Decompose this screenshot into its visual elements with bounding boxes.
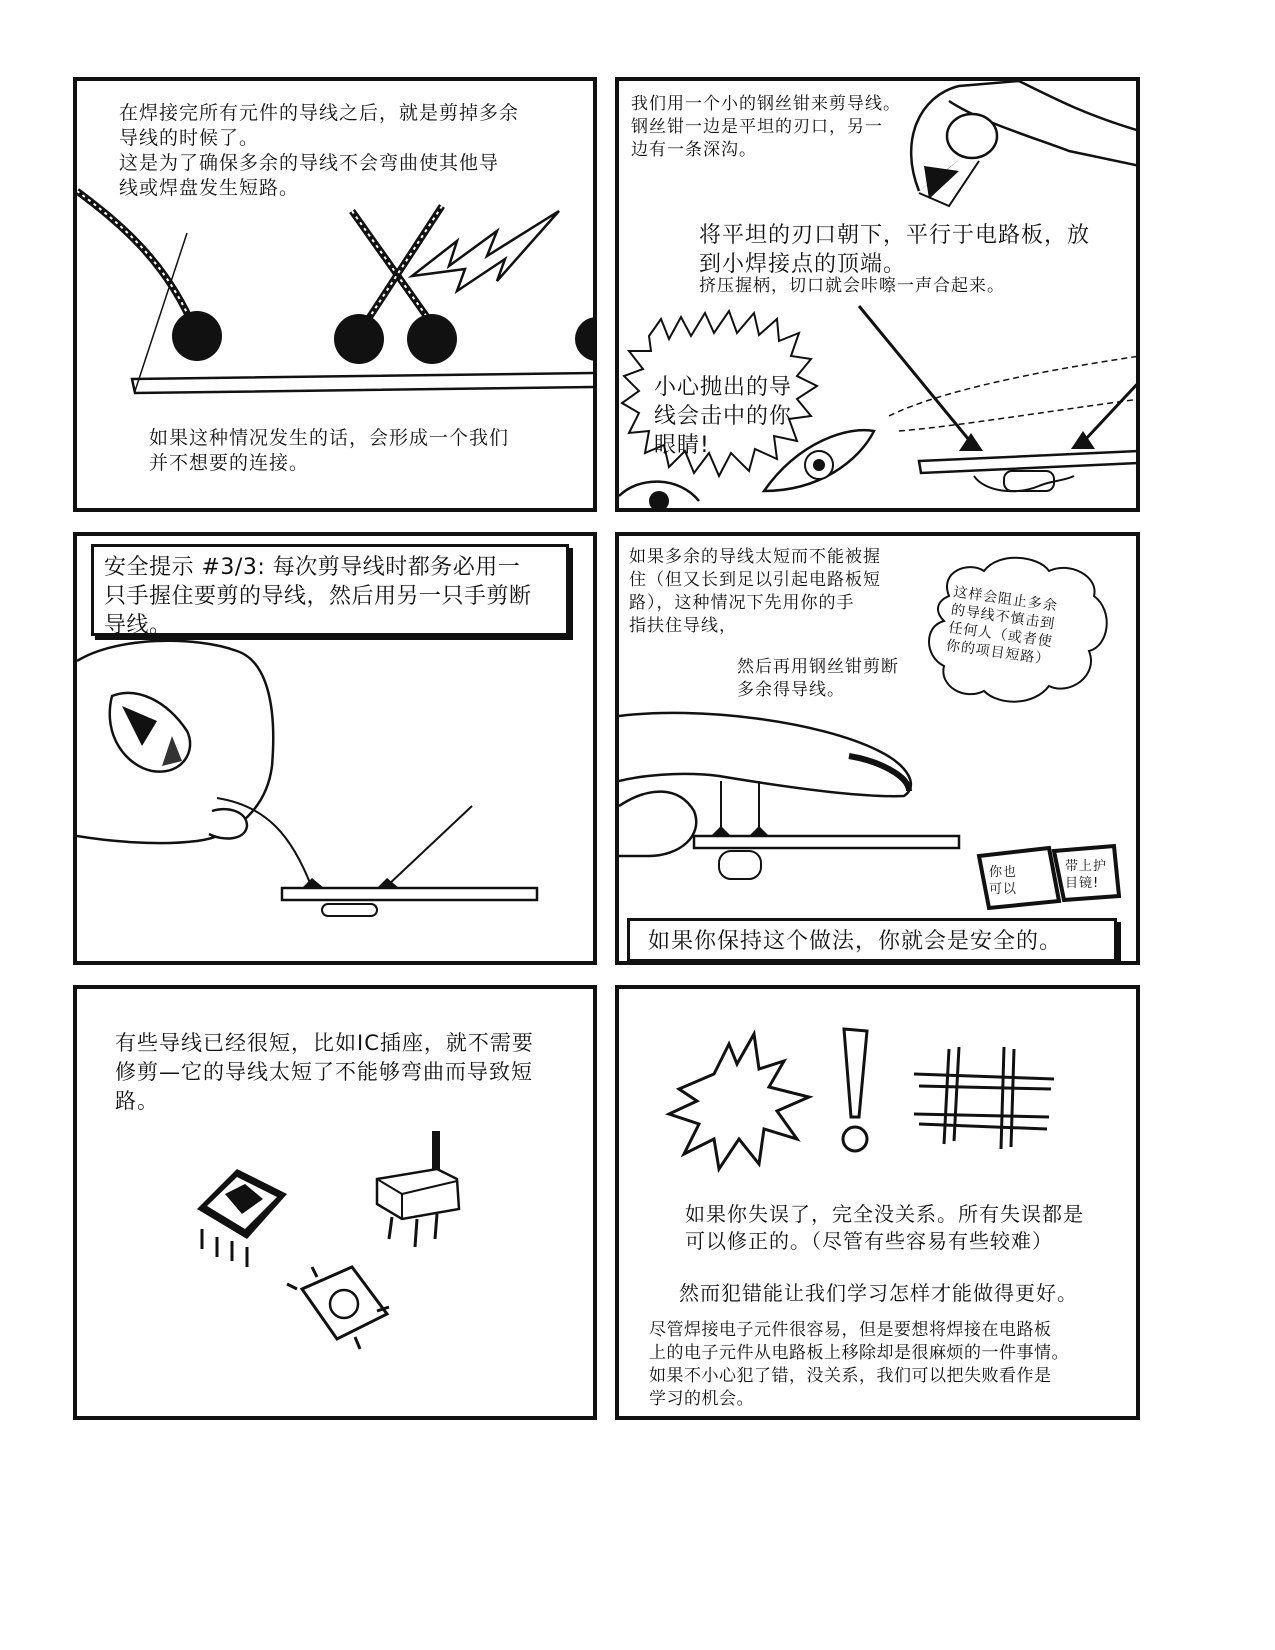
panel-3 <box>73 532 597 965</box>
panel-4-goggles-left-text: 你也 可以 <box>989 865 1018 897</box>
panel-1-bottom-text: 如果这种情况发生的话，会形成一个我们 并不想要的连接。 <box>149 427 510 474</box>
panel-5 <box>73 985 597 1420</box>
panel-3-safety-caption <box>91 544 569 636</box>
panel-4 <box>615 532 1140 965</box>
push-button-icon <box>287 1267 389 1349</box>
panel-4-cloud-bubble: 这样会阻止多余 的导线不慎击到 任何人（或者使 你的项目短路） <box>944 584 1059 669</box>
panel-4-caption-text: 如果你保持这个做法，你就会是安全的。 <box>648 929 1063 954</box>
panel-2 <box>615 77 1140 512</box>
burst-icon <box>669 1034 809 1169</box>
panel-6 <box>615 985 1140 1420</box>
panel-2-top-text: 我们用一个小的钢丝钳来剪导线。 钢丝钳一边是平坦的刃口，另一 边有一条深沟。 <box>631 94 901 160</box>
panel-6-line3-text: 尽管焊接电子元件很容易，但是要想将焊接在电路板 上的电子元件从电路板上移除却是很麻烦的一件事情。 如果不小心犯了错，没关系，我们可以把失败看作是 学习的机会。 <box>649 1320 1069 1409</box>
panel-4-bottom-caption <box>627 918 1117 962</box>
panel-5-top-text: 有些导线已经很短，比如IC插座，就不需要 修剪—它的导线太短了不能够弯曲而导致短 路。 <box>115 1031 534 1113</box>
panel-1 <box>73 77 597 512</box>
exclamation-icon <box>844 1029 867 1117</box>
panel-2-middle-text: 将平坦的刃口朝下，平行于电路板，放 到小焊接点的顶端。 <box>699 223 1091 277</box>
panel-2-middle2-text: 挤压握柄，切口就会咔嚓一声合起来。 <box>699 276 1005 296</box>
panel-6-line1-text: 如果你失误了，完全没关系。所有失误都是 可以修正的。（尽管有些容易有些较难） <box>685 1202 1084 1253</box>
panel-6-line2-text: 然而犯错能让我们学习怎样才能做得更好。 <box>679 1281 1078 1305</box>
panel-4-top-text: 如果多余的导线太短而不能被握 住（但又长到足以引起电路板短 路），这种情况下先用你的手 指扶住导线， <box>629 547 881 636</box>
panel-1-top-text: 在焊接完所有元件的导线之后，就是剪掉多余 导线的时候了。 这是为了确保多余的导线不会弯曲使其他导 线或焊盘发生短路。 <box>119 102 520 199</box>
panel-4-middle-text: 然后再用钢丝钳剪断 多余得导线。 <box>737 657 899 700</box>
panel-3-caption-text: 安全提示 #3/3: 每次剪导线时都务必用一 只手握住要剪的导线，然后用另一只手剪断 导线。 <box>104 555 532 638</box>
panel-2-warning-bubble: 小心抛出的导 线会击中的你 眼睛! <box>654 375 793 458</box>
hash-icon <box>914 1047 1054 1149</box>
slide-switch-icon <box>377 1131 459 1247</box>
panel-4-goggles-right-text: 带上护 目镜! <box>1065 859 1108 891</box>
ic-socket-icon <box>197 1169 287 1267</box>
